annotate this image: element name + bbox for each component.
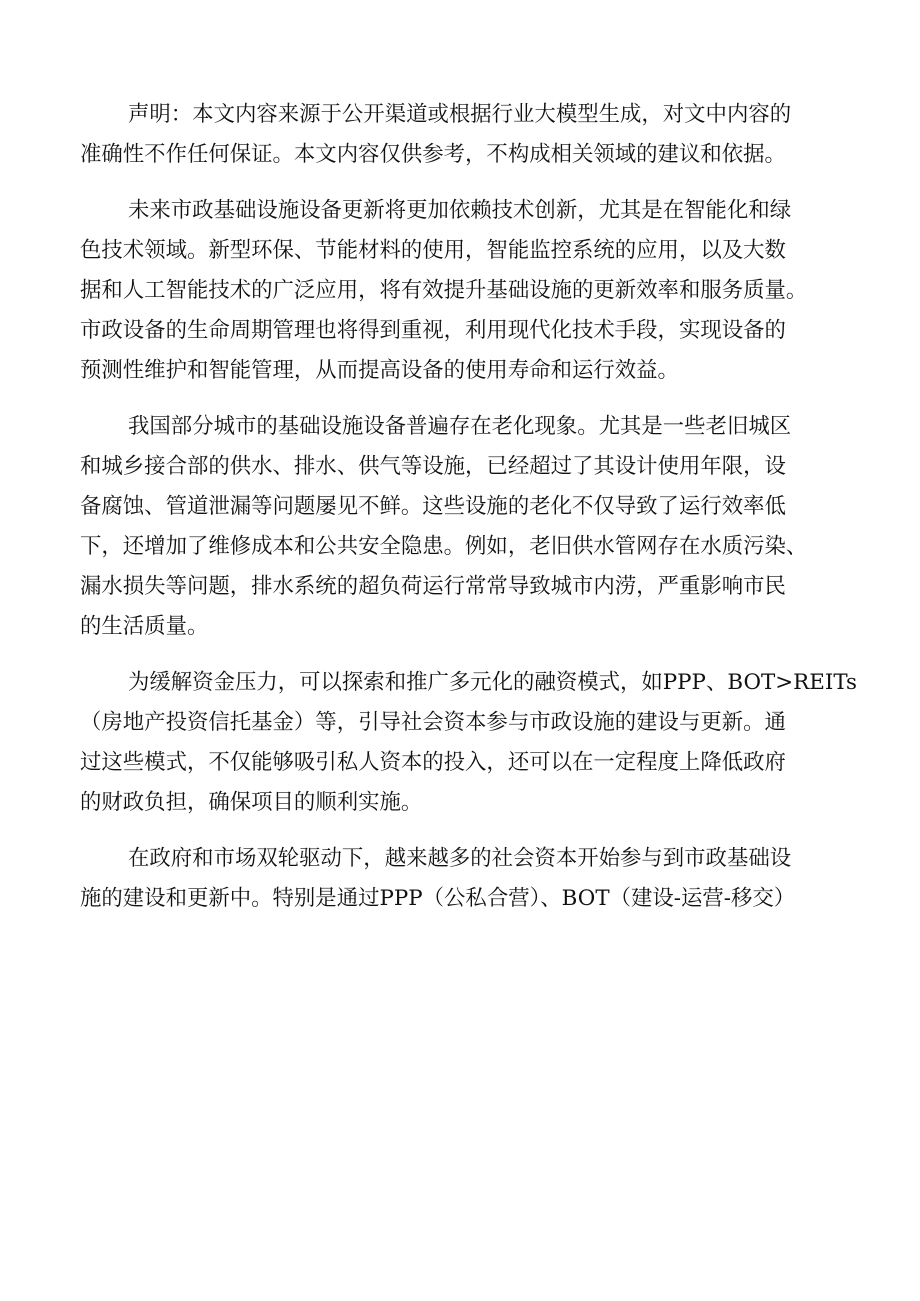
paragraph-line: 备腐蚀、管道泄漏等问题屡见不鲜。这些设施的老化不仅导致了运行效率低 [80,494,786,519]
body-paragraph [80,407,840,647]
document-page [80,95,858,935]
paragraph-line: 漏水损失等问题，排水系统的超负荷运行常常导致城市内涝，严重影响市民 [80,574,786,599]
paragraph-line: 准确性不作任何保证。本文内容仅供参考，不构成相关领域的建议和依据。 [80,142,786,167]
paragraph-line: 的财政负担，确保项目的顺利实施。 [80,790,423,815]
disclaimer-paragraph [80,95,840,175]
paragraph-line: 色技术领域。新型环保、节能材料的使用，智能监控系统的应用，以及大数 [80,238,786,263]
body-paragraph [80,839,840,919]
paragraph-line: 的生活质量。 [80,614,209,639]
paragraph-line: （房地产投资信托基金）等，引导社会资本参与市政设施的建设与更新。通 [80,710,786,735]
body-paragraph [80,663,858,823]
paragraph-line: 和城乡接合部的供水、排水、供气等设施，已经超过了其设计使用年限，设 [80,454,786,479]
paragraph-line: 在政府和市场双轮驱动下，越来越多的社会资本开始参与到市政基础设 [128,846,792,871]
paragraph-line: 过这些模式，不仅能够吸引私人资本的投入，还可以在一定程度上降低政府 [80,750,786,775]
paragraph-line: 下，还增加了维修成本和公共安全隐患。例如，老旧供水管网存在水质污染、 [80,534,808,559]
paragraph-line: 为缓解资金压力，可以探索和推广多元化的融资模式，如PPP、BOT>REITs [128,670,858,695]
paragraph-line: 市政设备的生命周期管理也将得到重视，利用现代化技术手段，实现设备的 [80,318,786,343]
body-paragraph [80,191,840,391]
paragraph-line: 未来市政基础设施设备更新将更加依赖技术创新，尤其是在智能化和绿 [128,198,792,223]
paragraph-line: 声明：本文内容来源于公开渠道或根据行业大模型生成，对文中内容的 [128,102,792,127]
paragraph-line: 预测性维护和智能管理，从而提高设备的使用寿命和运行效益。 [80,358,679,383]
paragraph-line: 施的建设和更新中。特别是通过PPP（公私合营）、BOT（建设-运营-移交） [80,886,796,911]
paragraph-line: 据和人工智能技术的广泛应用，将有效提升基础设施的更新效率和服务质量。 [80,278,808,303]
paragraph-line: 我国部分城市的基础设施设备普遍存在老化现象。尤其是一些老旧城区 [128,414,792,439]
